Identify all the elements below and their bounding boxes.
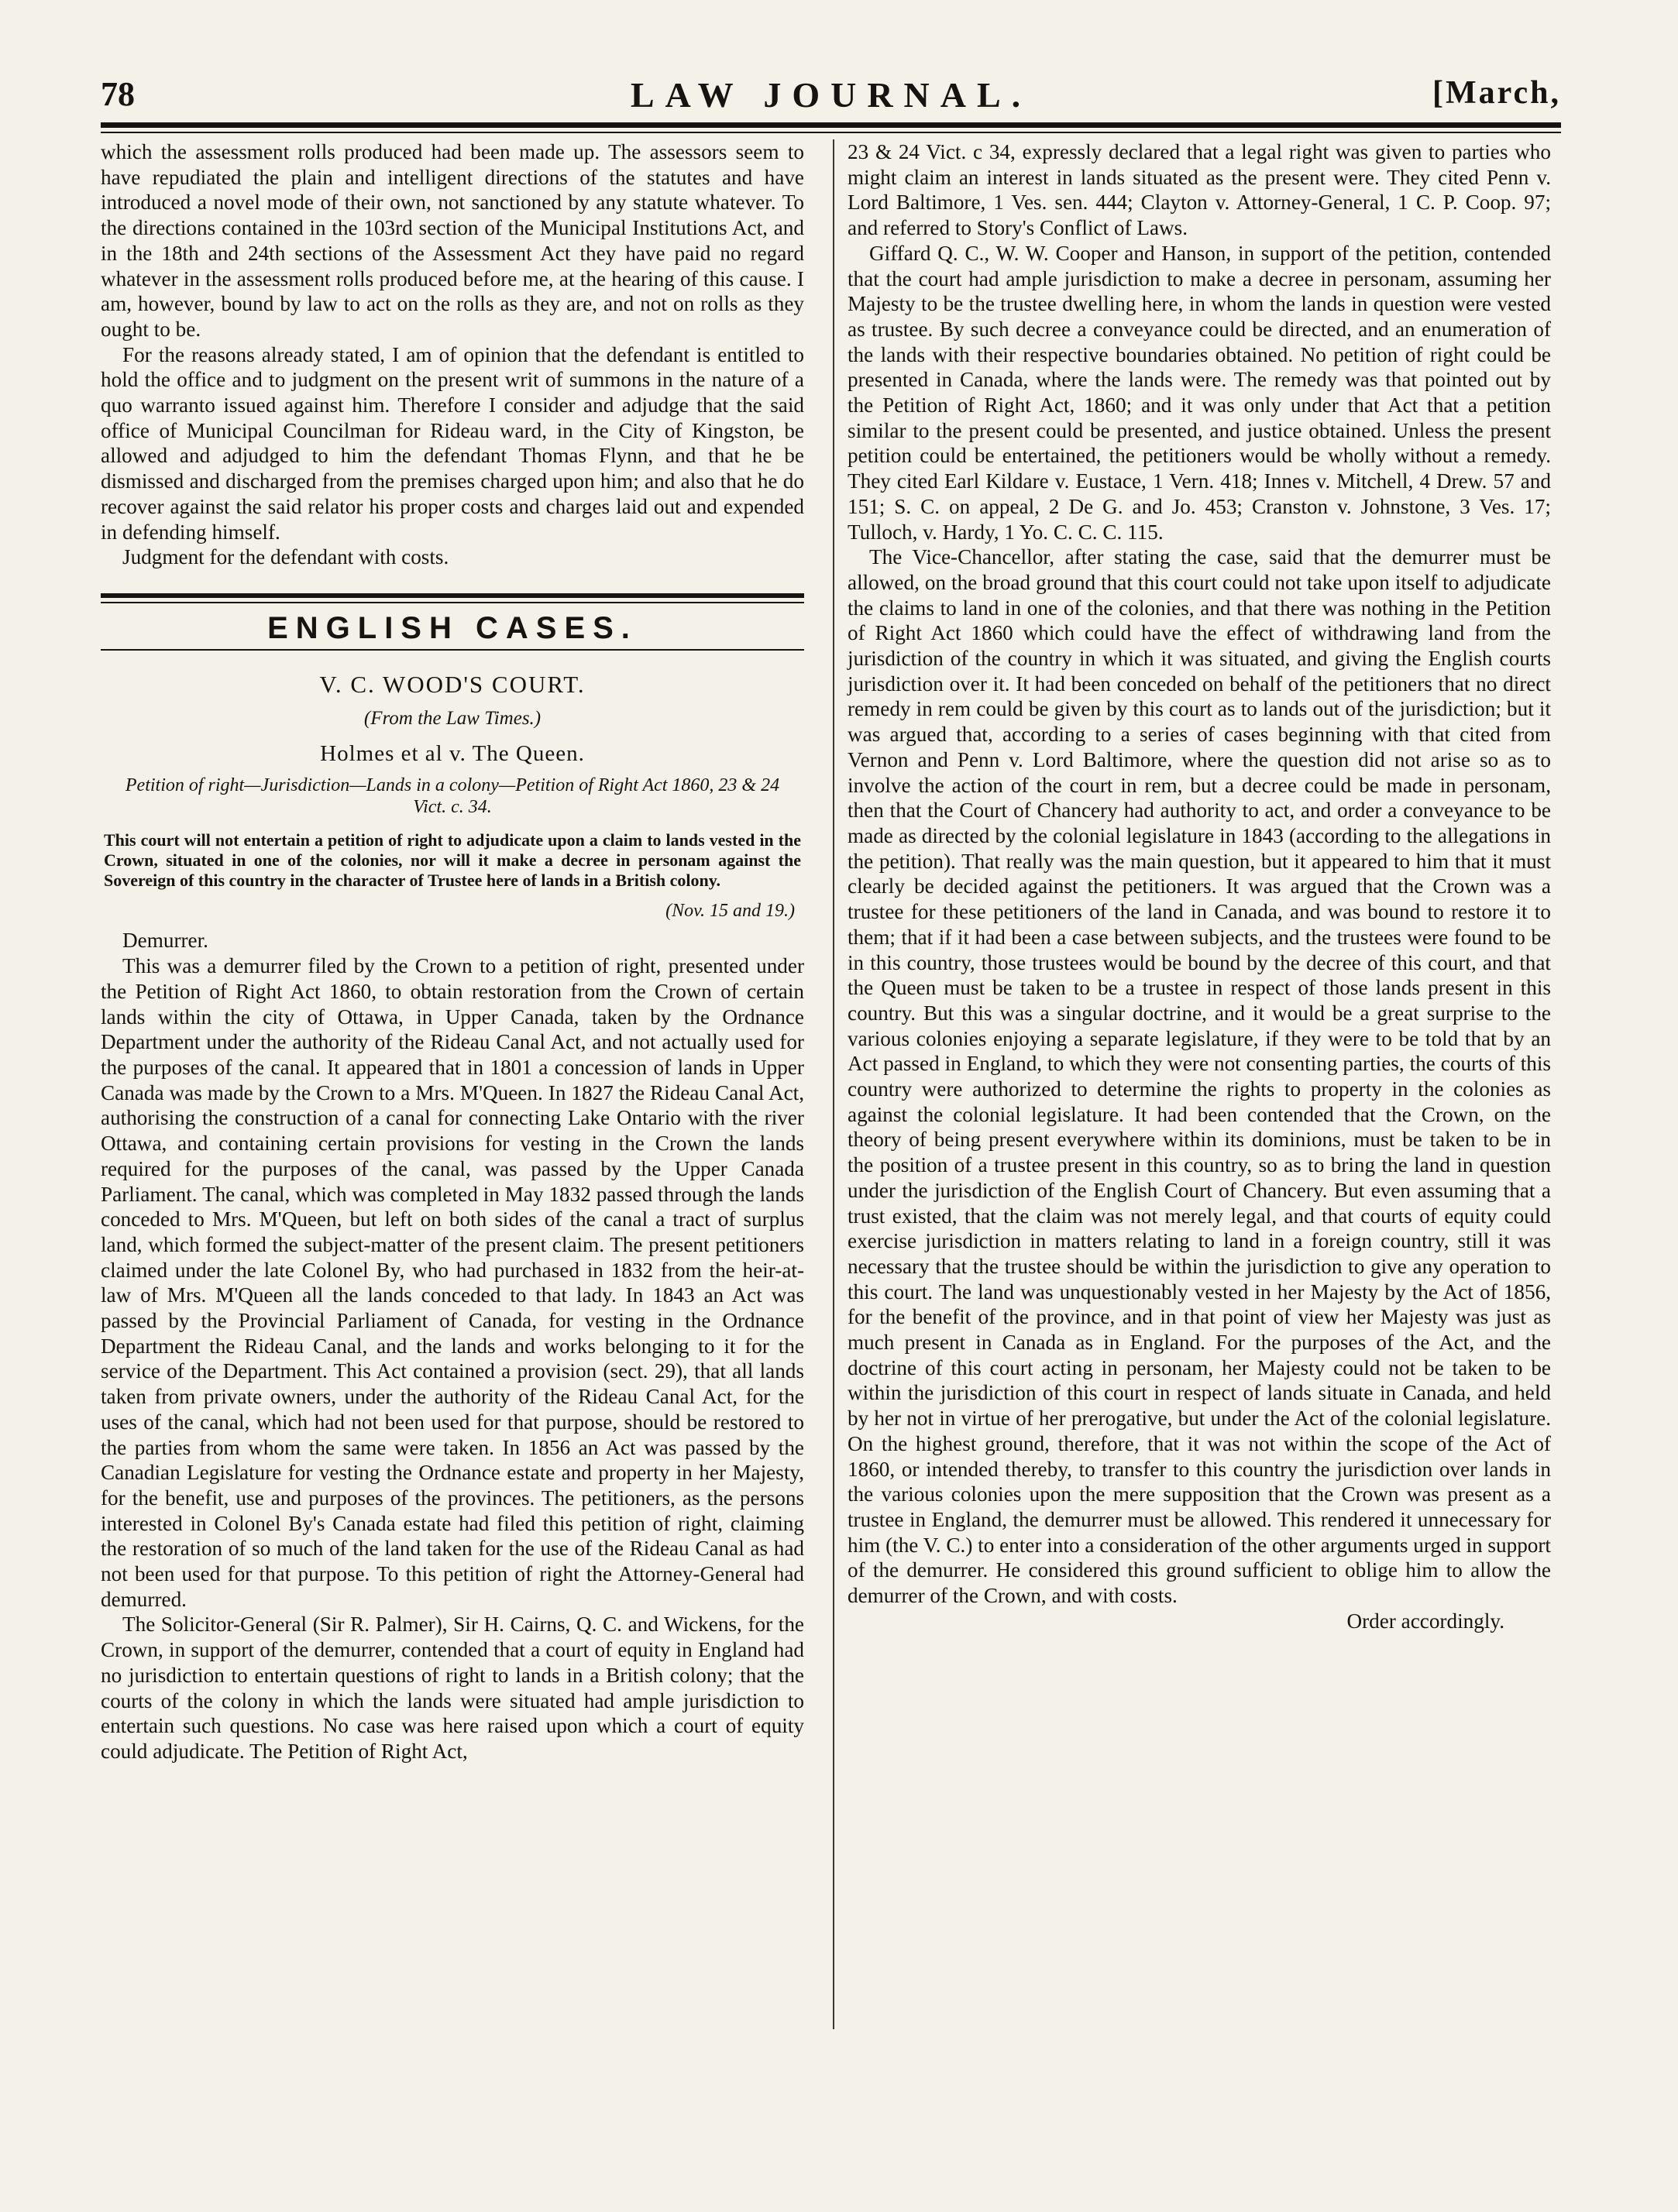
paragraph: For the reasons already stated, I am of opinion that the defendant is entitled to hold the office and to judgment on the present writ of summons in the nature of a quo warranto issued against him. Therefore I consider and adjudge that the said office of Municipal Councilman for Rideau ward, in the City of Kingston, be allowed and adjudged to him the defendant Thomas Flynn, and that he be dismissed and discharged from the premises charged upon him; and also that he do recover against the said relator his proper costs and charges laid out and expended in defending himself. (101, 342, 804, 544)
section-rule-thin (101, 602, 804, 603)
section-title: ENGLISH CASES. (267, 610, 638, 645)
paragraph: The Solicitor-General (Sir R. Palmer), Sir H. Cairns, Q. C. and Wickens, for the Crown, in support of the demurrer, contended that a court of equity in England had no jurisdiction to entertain questions of right to lands in a British colony; that the courts of the colony in which the lands were situated had ample jurisdiction to entertain such questions. No case was here raised upon which a court of equity could adjudicate. The Petition of Right Act, (101, 1613, 804, 1763)
demurrer-label: Demurrer. (122, 929, 208, 953)
case-title: Holmes et al v. The Queen. (320, 741, 585, 767)
paragraph: which the assessment rolls produced had been made up. The assessors seem to have repudiated the plain and intelligent directions of the statutes and have introduced a novel mode of their own, not sanctioned by any statute whatever. To the directions contained in the 103rd section of the Municipal Institutions Act, and in the 18th and 24th sections of the Assessment Act they have paid no regard whatever in the assessment rolls produced before me, at the hearing of this cause. I am, however, bound by law to act on the rolls as they are, and not on rolls as they ought to be. (101, 140, 804, 341)
journal-title: LAW JOURNAL. (630, 75, 1032, 115)
header-rule-thick (101, 122, 1561, 128)
section-rule-bottom (101, 649, 804, 651)
month-label: [March, (1432, 75, 1561, 111)
court-name: V. C. WOOD'S COURT. (319, 670, 586, 698)
header-rule-thin (101, 132, 1561, 133)
headnote-topic: Petition of right—Jurisdiction—Lands in a colony—Petition of Right Act 1860, 23 & 24 Vict. c. 34. (125, 775, 780, 817)
headnote: This court will not entertain a petition of right to adjudicate upon a claim to lands vested in the Crown, situated in one of the colonies, nor will it make a decree in personam against the Sovereign of this country in the character of Trustee here of lands in a British colony. (104, 830, 801, 890)
paragraph: Giffard Q. C., W. W. Cooper and Hanson, in support of the petition, contended that the court had ample jurisdiction to make a decree in personam, assuming her Majesty to be the trustee dwelling here, in whom the lands in question were vested as trustee. By such decree a conveyance could be directed, and an enumeration of the lands with their respective boundaries obtained. No petition of right could be presented in Canada, where the lands were. The remedy was that pointed out by the Petition of Right Act, 1860; and it was only under that Act that a petition similar to the present could be presented, and justice obtained. Unless the present petition could be entertained, the petitioners would be wholly without a remedy. They cited Earl Kildare v. Eustace, 1 Vern. 418; Innes v. Mitchell, 4 Drew. 57 and 151; S. C. on appeal, 2 De G. and Jo. 453; Cranston v. Johnstone, 3 Ves. 17; Tulloch, v. Hardy, 1 Yo. C. C. C. 115. (848, 241, 1551, 544)
source-note: (From the Law Times.) (363, 708, 542, 730)
closing-line: Order accordingly. (1346, 1609, 1504, 1633)
section-rule-thick (101, 593, 804, 598)
paragraph: 23 & 24 Vict. c 34, expressly declared that a legal right was given to parties who might claim an interest in lands situated as the present were. They cited Penn v. Lord Baltimore, 1 Ves. sen. 444; Clayton v. Attorney-General, 1 C. P. Coop. 97; and referred to Story's Conflict of Laws. (848, 140, 1551, 240)
case-date: (Nov. 15 and 19.) (665, 900, 795, 921)
left-column (101, 139, 804, 1764)
column-divider (833, 139, 834, 2029)
running-head (101, 74, 1561, 121)
right-column (848, 139, 1551, 1633)
paragraph: This was a demurrer filed by the Crown to a petition of right, presented under the Petition of Right Act 1860, to obtain restoration from the Crown of certain lands within the city of Ottawa, in Upper Canada, taken by the Ordnance Department under the authority of the Rideau Canal Act, and not actually used for the purposes of the canal. It appeared that in 1801 a concession of lands in Upper Canada was made by the Crown to a Mrs. M'Queen. In 1827 the Rideau Canal Act, authorising the construction of a canal for connecting Lake Ontario with the river Ottawa, and containing certain provisions for vesting in the Crown the lands required for the purposes of the canal, was passed by the Upper Canada Parliament. The canal, which was completed in May 1832 passed through the lands conceded to Mrs. M'Queen, but left on both sides of the canal a tract of surplus land, which formed the subject-matter of the present claim. The present petitioners claimed under the late Colonel By, who had purchased in 1832 from the heir-at-law of Mrs. M'Queen all the lands conceded to that lady. In 1843 an Act was passed by the Provincial Parliament of Canada, for vesting in the Ordnance Department the Rideau Canal, and the lands and works belonging to it for the service of the Department. This Act contained a provision (sect. 29), that all lands taken from private owners, under the authority of the Rideau Canal Act, for the uses of the canal, which had not been used for that purpose, should be restored to the parties from whom the same were taken. In 1856 an Act was passed by the Canadian Legislature for vesting the Ordnance estate and property in her Majesty, for the benefit, use and purposes of the provinces. The petitioners, as the persons interested in Colonel By's Canada estate had filed this petition of right, claiming the restoration of so much of the land taken for the use of the Rideau Canal as had not been used for that purpose. To this petition of right the Attorney-General had demurred. (101, 954, 804, 1611)
page-number: 78 (101, 75, 135, 113)
paragraph: The Vice-Chancellor, after stating the case, said that the demurrer must be allowed, on the broad ground that this court could not take upon itself to adjudicate the claims to land in one of the colonies, and that there was nothing in the Petition of Right Act 1860 which could have the effect of withdrawing land from the jurisdiction of the country in which it was situated, and giving the English courts jurisdiction over it. It had been conceded on behalf of the petitioners that no direct remedy in rem could be given by this court as to lands out of the jurisdiction; but it was argued that, according to a series of cases beginning with that cited from Vernon and Penn v. Lord Baltimore, where the question did not arise so as to involve the action of the court in rem, but a decree could be made in personam, then that the Court of Chancery had authority to act, and order a conveyance to be made as directed by the colonial legislature in 1843 (according to the allegations in the petition). That really was the main question, but it appeared to him that it must clearly be decided against the petitioners. It was argued that the Crown was a trustee for these petitioners of the land in Canada, and was bound to restore it to them; that if it had been a case between subjects, and the trustees were found to be in this country, those trustees would be bound by the decree of this court, and that the Queen must be taken to be a trustee in respect of those lands present in this country. But this was a singular doctrine, and it would be a great surprise to the various colonies enjoying a separate legislature, if they were to be told that by an Act passed in England, to which they were not consenting parties, the courts of this country were authorized to determine the rights to property in the colonies as against the colonial legislature. It had been contended that the Crown, on the theory of being present everywhere within its dominions, must be taken to be in the position of a trustee present in this country, so as to bring the land in question under the jurisdiction of the English Court of Chancery. But even assuming that a trust existed, that the claim was not merely legal, and that courts of equity could exercise jurisdiction in matters relating to land in a foreign country, still it was necessary that the trustee should be within the jurisdiction to give any operation to this court. The land was unquestionably vested in her Majesty by the Act of 1856, for the benefit of the province, and in that point of view her Majesty was just as much present in Canada as in England. For the purposes of the Act, and the doctrine of this court acting in personam, her Majesty could not be taken to be within the jurisdiction of this court in respect of lands situate in Canada, and held by her not in virtue of her prerogative, but under the Act of the colonial legislature. On the highest ground, therefore, that it was not within the scope of the Act of 1860, or intended thereby, to transfer to this country the jurisdiction over lands in the various colonies upon the mere supposition that the Crown was present as a trustee in England, the demurrer must be allowed. This rendered it unnecessary for him (the V. C.) to enter into a consideration of the other arguments urged in support of the demurrer. He considered this ground sufficient to oblige him to allow the demurrer of the Crown, and with costs. (848, 545, 1551, 1608)
section-rule-top (101, 593, 804, 603)
paragraph: Judgment for the defendant with costs. (122, 545, 449, 569)
